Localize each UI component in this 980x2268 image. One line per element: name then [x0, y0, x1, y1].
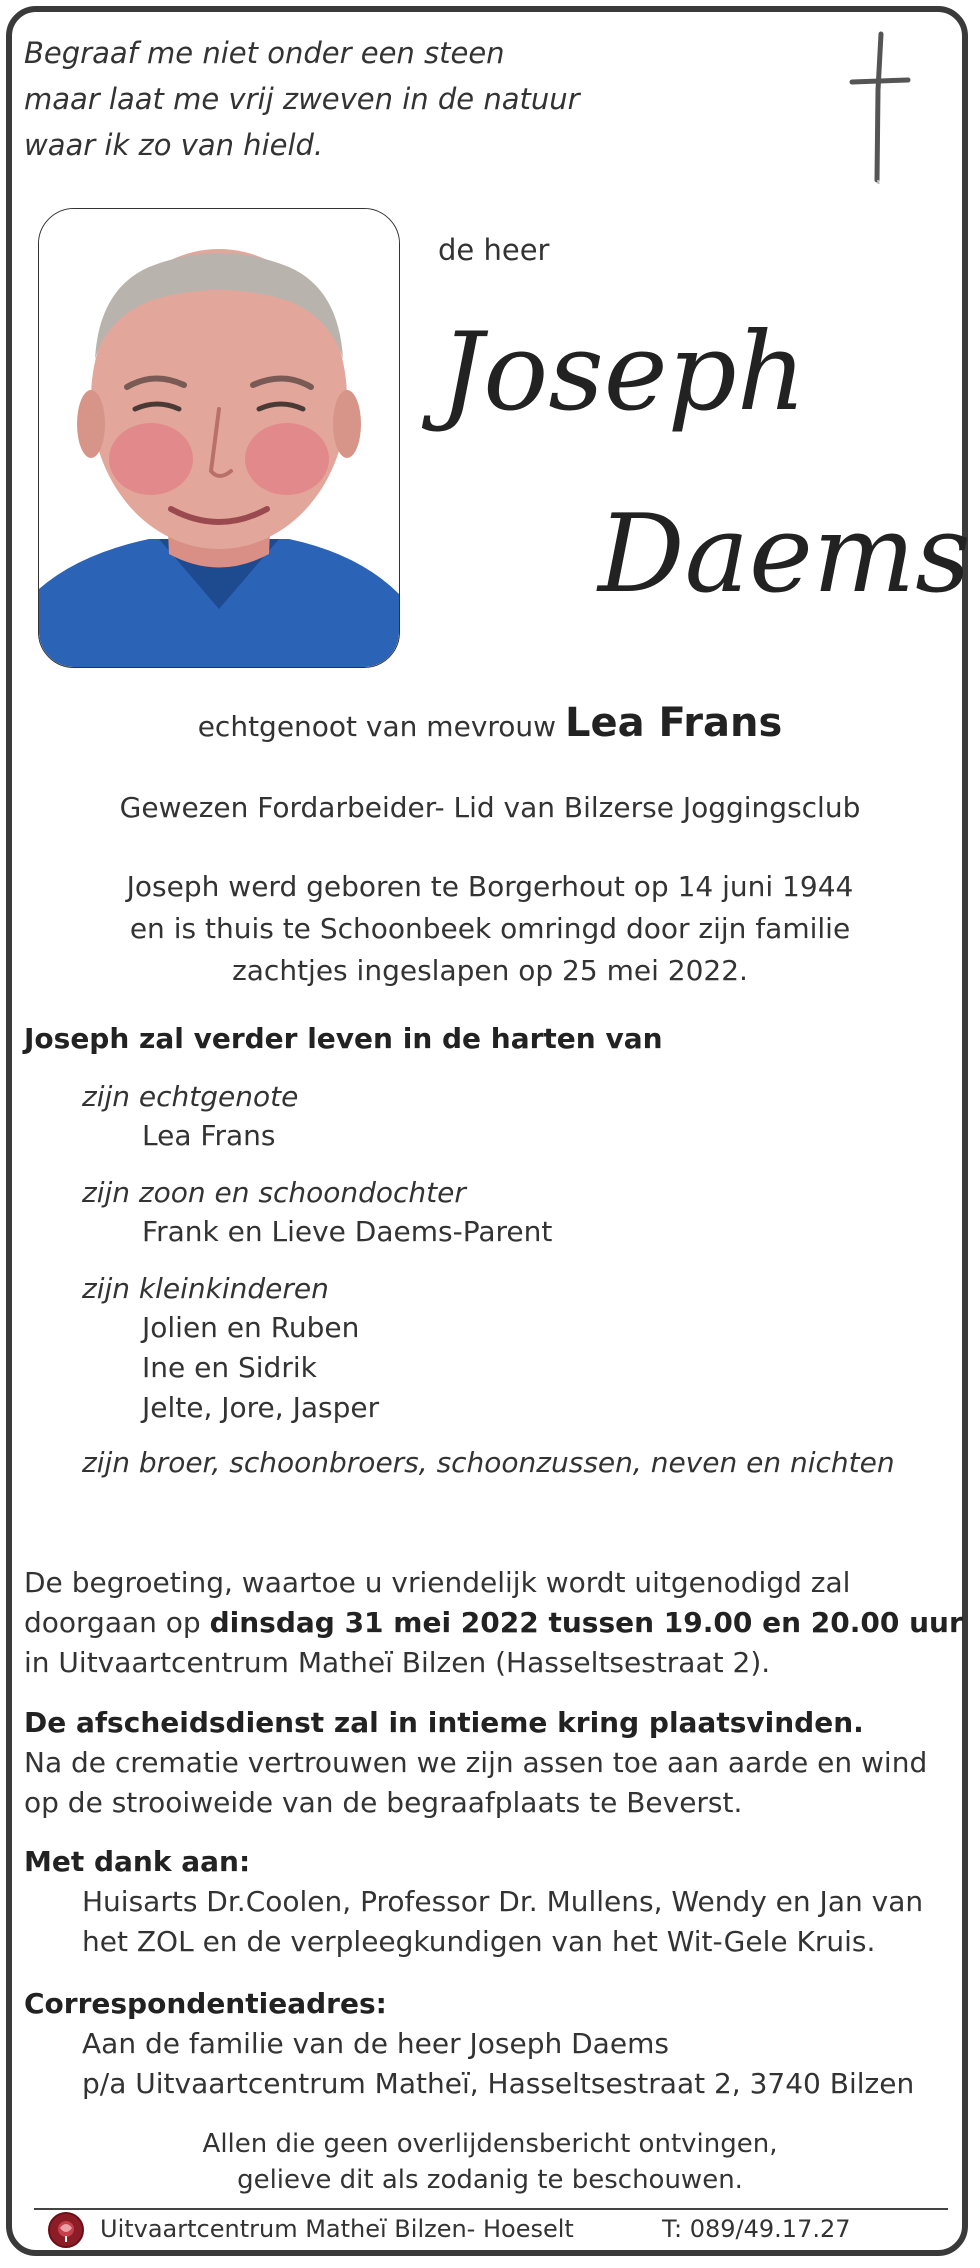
- family-names: [142, 1116, 275, 1156]
- family-heading: Joseph zal verder leven in de harten van: [24, 1022, 663, 1055]
- occupation: Gewezen Fordarbeider- Lid van Bilzerse Joggingsclub: [119, 791, 861, 824]
- family-relation: zijn kleinkinderen: [82, 1272, 329, 1305]
- visitation-line: [24, 1603, 964, 1643]
- family-name: Ine en Sidrik: [142, 1351, 317, 1384]
- thanks-line: Huisarts Dr.Coolen, Professor Dr. Mullens, Wendy en Jan van: [82, 1885, 924, 1918]
- deceased-title: de heer: [438, 233, 550, 267]
- footer-phone: T: 089/49.17.27: [662, 2215, 851, 2243]
- thanks-line: het ZOL en de verpleegkundigen van het Wit-Gele Kruis.: [82, 1925, 876, 1958]
- poem-line: maar laat me vrij zweven in de natuur: [24, 82, 580, 116]
- closing-line: Allen die geen overlijdensbericht ontvingen,: [202, 2129, 778, 2159]
- visitation-line: De begroeting, waartoe u vriendelijk wordt uitgenodigd zal: [24, 1566, 851, 1599]
- family-name: Jolien en Ruben: [142, 1311, 360, 1344]
- portrait-illustration: [39, 209, 399, 667]
- family-relation: zijn echtgenote: [82, 1080, 299, 1113]
- closing-note: [0, 2126, 980, 2198]
- address-line: Aan de familie van de heer Joseph Daems: [82, 2027, 669, 2060]
- cross-icon: [848, 30, 912, 184]
- footer-company: Uitvaartcentrum Matheï Bilzen- Hoeselt: [100, 2215, 574, 2243]
- family-relation: zijn zoon en schoondochter: [82, 1176, 466, 1209]
- footer-divider: [34, 2208, 948, 2210]
- poem-line: Begraaf me niet onder een steen: [24, 36, 505, 70]
- deceased-first-name: Joseph: [440, 310, 807, 435]
- poem: [24, 30, 580, 168]
- service-line: op de strooiweide van de begraafplaats te Beverst.: [24, 1786, 743, 1819]
- rose-logo-icon: [48, 2212, 84, 2248]
- visitation-datetime: dinsdag 31 mei 2022 tussen 19.00 en 20.00 uur: [209, 1606, 963, 1639]
- spouse-name: Lea Frans: [564, 700, 783, 746]
- family-relation: zijn broer, schoonbroers, schoonzussen, neven en nichten: [82, 1446, 895, 1479]
- correspondence-title: Correspondentieadres:: [24, 1987, 387, 2020]
- family-name: Lea Frans: [142, 1119, 276, 1152]
- service-heading: De afscheidsdienst zal in intieme kring plaatsvinden.: [24, 1706, 864, 1739]
- family-name: Frank en Lieve Daems-Parent: [142, 1215, 553, 1248]
- visitation-text: doorgaan op: [24, 1606, 210, 1639]
- address-line: p/a Uitvaartcentrum Matheï, Hasseltsestraat 2, 3740 Bilzen: [82, 2067, 915, 2100]
- biography: [0, 866, 980, 992]
- correspondence-heading: [24, 1984, 964, 2024]
- thanks-text: [82, 1882, 962, 1962]
- spouse-prefix: echtgenoot van mevrouw: [197, 710, 557, 743]
- family-names: [142, 1308, 379, 1428]
- service-line: Na de crematie vertrouwen we zijn assen toe aan aarde en wind: [24, 1746, 928, 1779]
- bio-line: zachtjes ingeslapen op 25 mei 2022.: [232, 954, 748, 987]
- visitation-line: in Uitvaartcentrum Matheï Bilzen (Hasseltsestraat 2).: [24, 1646, 771, 1679]
- portrait-photo: [38, 208, 400, 668]
- deceased-last-name: Daems: [598, 492, 971, 617]
- thanks-title: Met dank aan:: [24, 1845, 251, 1878]
- poem-line: waar ik zo van hield.: [24, 128, 324, 162]
- thanks-heading: [24, 1842, 964, 1882]
- spouse-line: [0, 700, 980, 746]
- visitation-info: [24, 1563, 964, 1683]
- correspondence-address: [82, 2024, 962, 2104]
- closing-line: gelieve dit als zodanig te beschouwen.: [237, 2165, 743, 2195]
- bio-line: Joseph werd geboren te Borgerhout op 14 juni 1944: [126, 870, 854, 903]
- family-name: Jelte, Jore, Jasper: [142, 1391, 380, 1424]
- service-info: [24, 1703, 964, 1823]
- bio-line: en is thuis te Schoonbeek omringd door zijn familie: [129, 912, 851, 945]
- family-names: [142, 1212, 552, 1252]
